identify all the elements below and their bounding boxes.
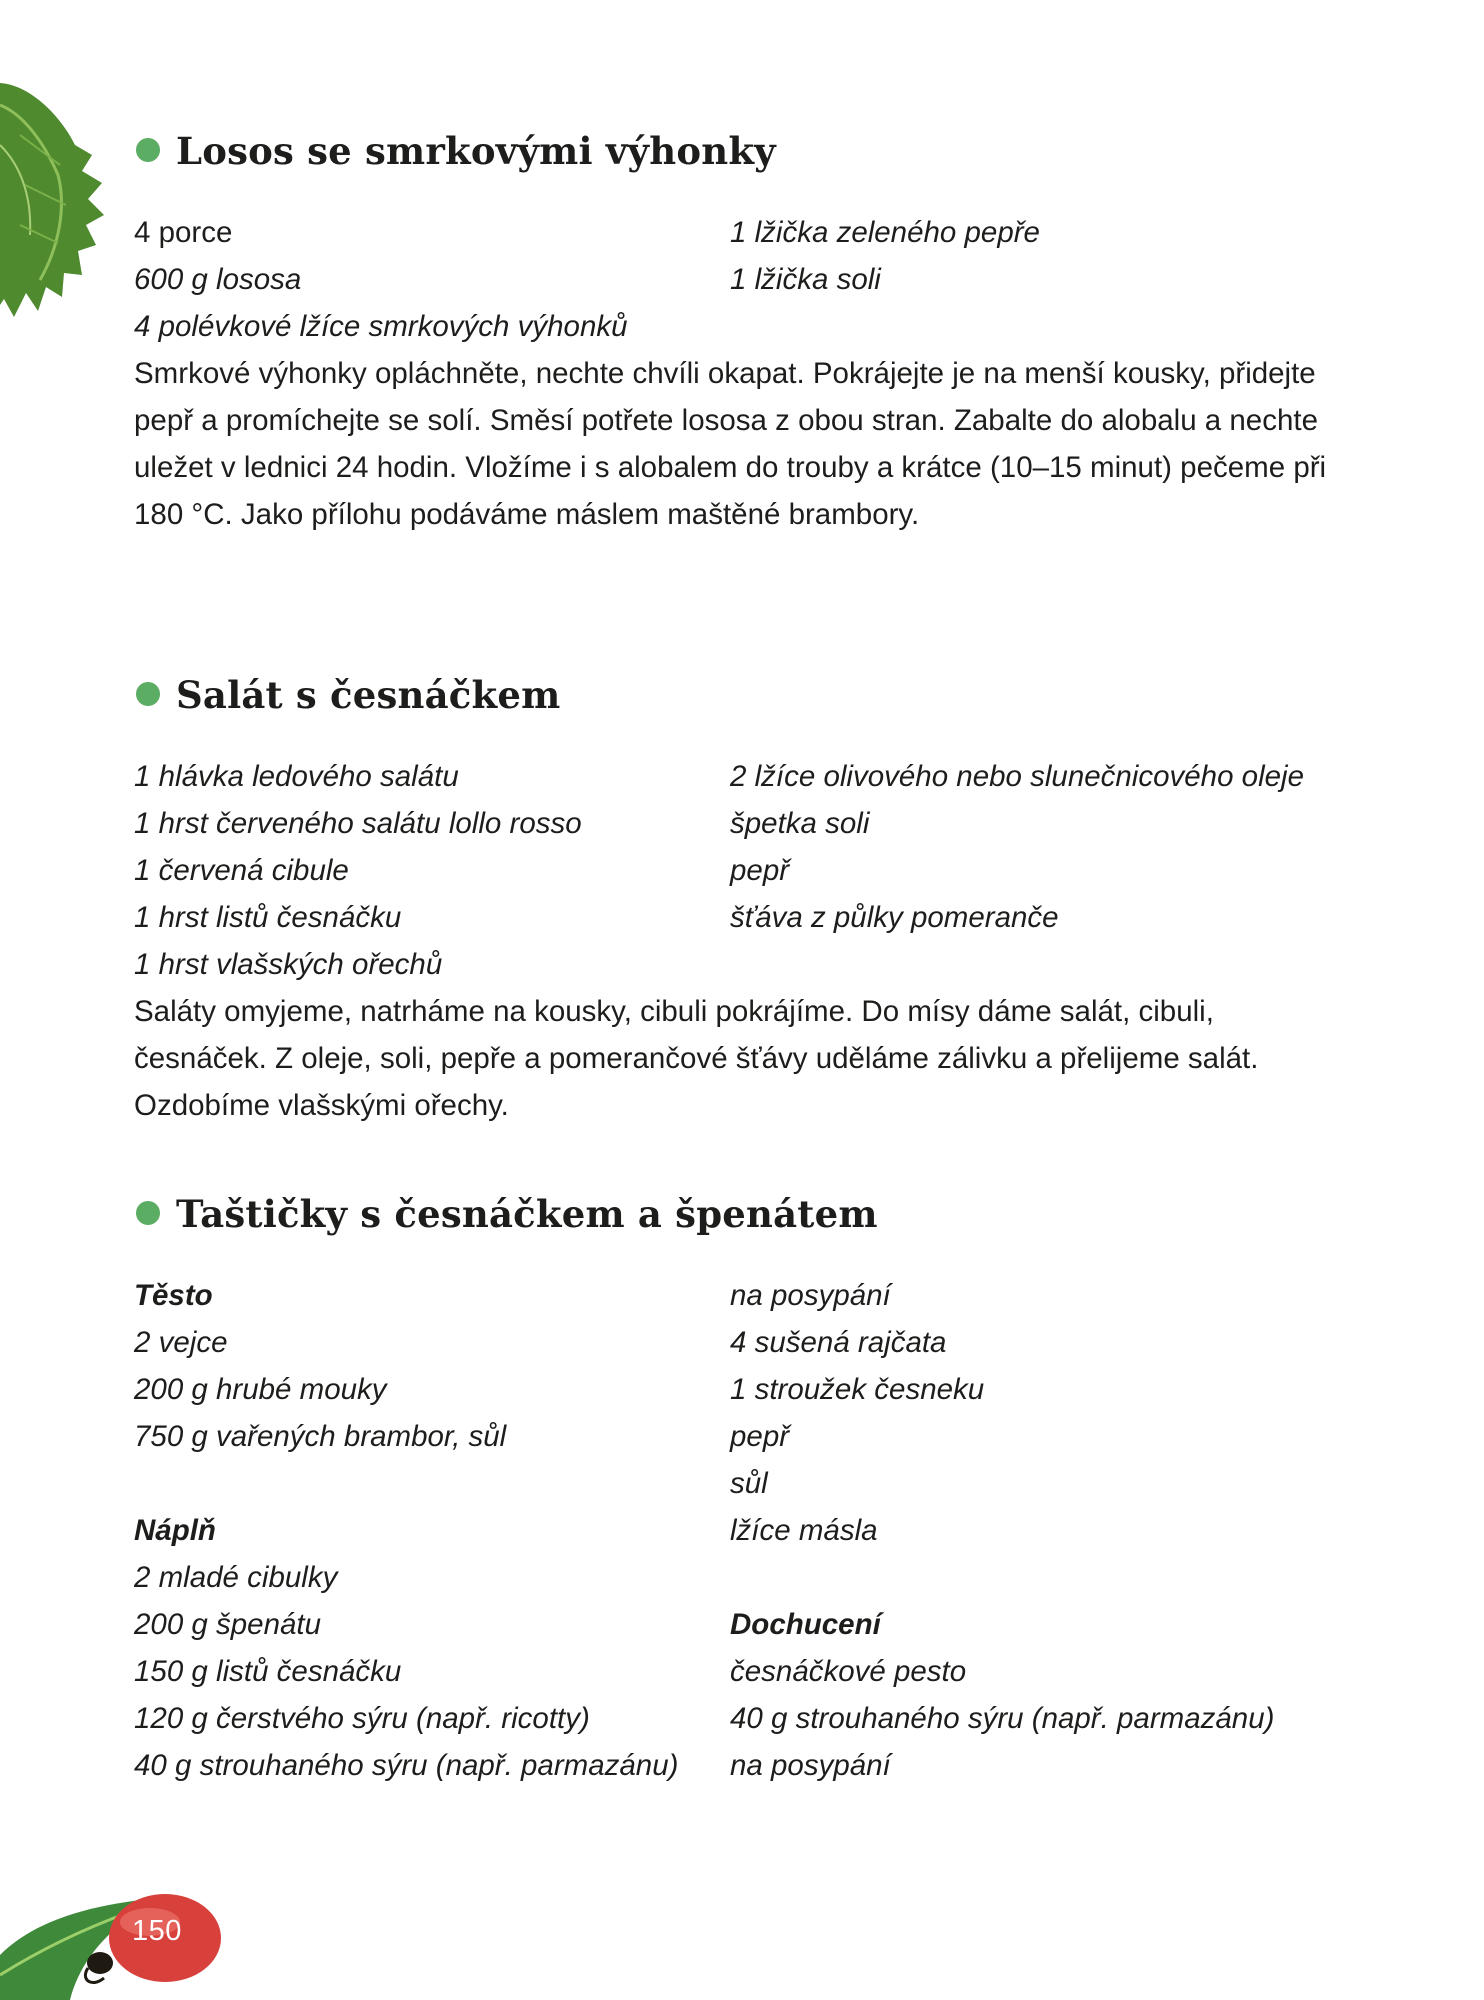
recipe-title: Taštičky s česnáčkem a špenátem (176, 1192, 878, 1236)
ingredient: 2 lžíce olivového nebo slunečnicového oleje (730, 760, 1304, 793)
recipe-heading (134, 667, 1364, 723)
ingredient: 750 g vařených brambor, sůl (134, 1420, 507, 1453)
ingredient: lžíce másla (730, 1514, 878, 1547)
ingredient: sůl (730, 1467, 768, 1500)
green-bullet-icon (136, 138, 160, 162)
ingredient: šťáva z půlky pomeranče (730, 901, 1059, 934)
green-bullet-icon (136, 682, 160, 706)
berry-illustration (0, 1880, 230, 2000)
section-heading: Dochucení (730, 1608, 881, 1641)
ingredient: 1 hrst červeného salátu lollo rosso (134, 807, 582, 840)
ingredient: 4 porce (134, 216, 233, 249)
ingredient: špetka soli (730, 807, 870, 840)
ingredient: 2 mladé cibulky (134, 1561, 338, 1594)
ingredient: 4 polévkové lžíce smrkových výhonků (134, 310, 628, 343)
ingredient: 120 g čerstvého sýru (např. ricotty) (134, 1702, 590, 1735)
recipe-title: Losos se smrkovými výhonky (176, 129, 776, 173)
recipe-heading (134, 1186, 1364, 1242)
recipe-method: Smrkové výhonky opláchněte, nechte chvíli okapat. Pokrájejte je na menší kousky, přidejte pepř a promíchejte se solí. Směsí potřete lososa z obou stran. Zabalte do alobalu a nechte uležet v lednici 24 hodin. Vložíme i s alobalem do trouby a krátce (10–15 minut) pečeme při 180 °C. Jako přílohu podáváme máslem maštěné brambory. (134, 357, 1327, 531)
ingredient: 40 g strouhaného sýru (např. parmazánu) (730, 1702, 1275, 1735)
ingredient: 1 červená cibule (134, 854, 349, 887)
ingredients (134, 1272, 1364, 1789)
green-bullet-icon (136, 1201, 160, 1225)
page-number: 150 (132, 1915, 182, 1947)
ingredient: 40 g strouhaného sýru (např. parmazánu) (134, 1749, 679, 1782)
ingredients (134, 209, 1364, 303)
recipe-heading (134, 123, 1364, 179)
ingredient: 200 g hrubé mouky (134, 1373, 387, 1406)
ingredients (134, 753, 1364, 988)
ingredient: 1 lžička soli (730, 263, 881, 296)
ingredient: česnáčkové pesto (730, 1655, 967, 1688)
ingredient: 2 vejce (134, 1326, 228, 1359)
section-heading: Náplň (134, 1514, 216, 1547)
ingredient: na posypání (730, 1279, 891, 1312)
spacer (730, 1554, 1364, 1601)
recipe-tasticky (134, 1186, 1364, 1789)
ingredient: 600 g lososa (134, 263, 302, 296)
ingredient: pepř (730, 854, 790, 887)
ingredient: 1 hrst listů česnáčku (134, 901, 402, 934)
recipe-method: Saláty omyjeme, natrháme na kousky, cibuli pokrájíme. Do mísy dáme salát, cibuli, česnáček. Z oleje, soli, pepře a pomerančové šťávy uděláme zálivku a přelijeme salát. Ozdobíme vlašskými ořechy. (134, 995, 1259, 1122)
ingredient: pepř (730, 1420, 790, 1453)
ingredient: 1 hrst vlašských ořechů (134, 948, 443, 981)
ingredient: 200 g špenátu (134, 1608, 321, 1641)
ingredient: 1 stroužek česneku (730, 1373, 985, 1406)
spacer (134, 1460, 730, 1507)
ingredient: 150 g listů česnáčku (134, 1655, 402, 1688)
recipe-salat (134, 667, 1364, 1129)
ingredient: 1 lžička zeleného pepře (730, 216, 1040, 249)
ingredient: na posypání (730, 1749, 891, 1782)
recipe-title: Salát s česnáčkem (176, 673, 561, 717)
ingredient: 4 sušená rajčata (730, 1326, 947, 1359)
section-heading: Těsto (134, 1279, 213, 1312)
nettle-leaf-illustration (0, 75, 110, 325)
recipe-losos (134, 123, 1364, 538)
ingredient: 1 hlávka ledového salátu (134, 760, 459, 793)
